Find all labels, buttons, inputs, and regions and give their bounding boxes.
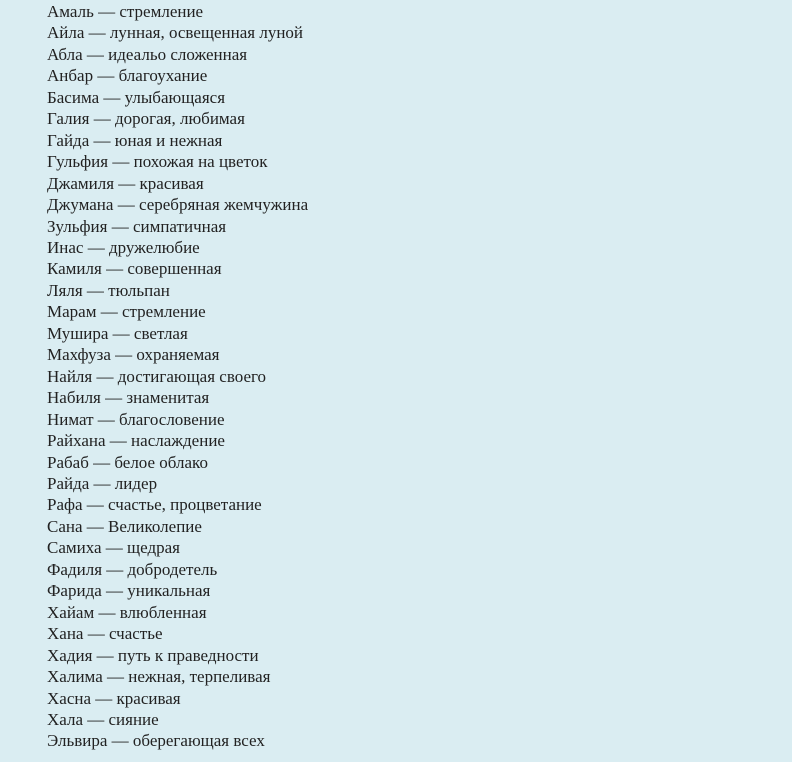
- list-item: Ляля — тюльпан: [47, 280, 170, 300]
- list-item: Нимат — благословение: [47, 409, 225, 429]
- list-item: Райхана — наслаждение: [47, 431, 225, 451]
- list-item: Камиля — совершенная: [47, 259, 222, 279]
- list-item: Зульфия — симпатичная: [47, 216, 227, 236]
- list-item: Басима — улыбающаяся: [47, 87, 226, 107]
- list-item: Джумана — серебряная жемчужина: [47, 195, 309, 215]
- list-item: Инас — дружелюбие: [47, 237, 200, 257]
- list-item: Эльвира — оберегающая всех: [47, 731, 265, 751]
- list-item: Хана — счастье: [47, 624, 163, 644]
- list-item: Хадия — путь к праведности: [47, 645, 259, 665]
- list-item: Найля — достигающая своего: [47, 366, 267, 386]
- list-item: Галия — дорогая, любимая: [47, 109, 245, 129]
- list-item: Айла — лунная, освещенная луной: [47, 23, 304, 43]
- list-item: Махфуза — охраняемая: [47, 345, 220, 365]
- list-item: Халима — нежная, терпеливая: [47, 667, 271, 687]
- list-item: Набиля — знаменитая: [47, 388, 210, 408]
- list-item: Джамиля — красивая: [47, 173, 204, 193]
- list-item: Амаль — стремление: [47, 2, 204, 21]
- list-item: Гульфия — похожая на цветок: [47, 152, 268, 172]
- list-item: Рабаб — белое облако: [47, 452, 208, 472]
- list-item: Мушира — светлая: [47, 323, 188, 343]
- list-item: Хайам — влюбленная: [47, 602, 207, 622]
- list-item: Хасна — красивая: [47, 688, 181, 708]
- list-item: Анбар — благоухание: [47, 66, 208, 86]
- list-item: Фадиля — добродетель: [47, 559, 218, 579]
- list-item: Гайда — юная и нежная: [47, 130, 223, 150]
- list-item: Абла — идеальо сложенная: [47, 44, 248, 64]
- list-item: Марам — стремление: [47, 302, 206, 322]
- list-item: Хала — сияние: [47, 709, 159, 729]
- list-item: Сана — Великолепие: [47, 516, 202, 536]
- names-list: [47, 1, 308, 752]
- list-item: Фарида — уникальная: [47, 581, 211, 601]
- list-item: Самиха — щедрая: [47, 538, 180, 558]
- list-item: Райда — лидер: [47, 473, 158, 493]
- list-item: Рафа — счастье, процветание: [47, 495, 262, 515]
